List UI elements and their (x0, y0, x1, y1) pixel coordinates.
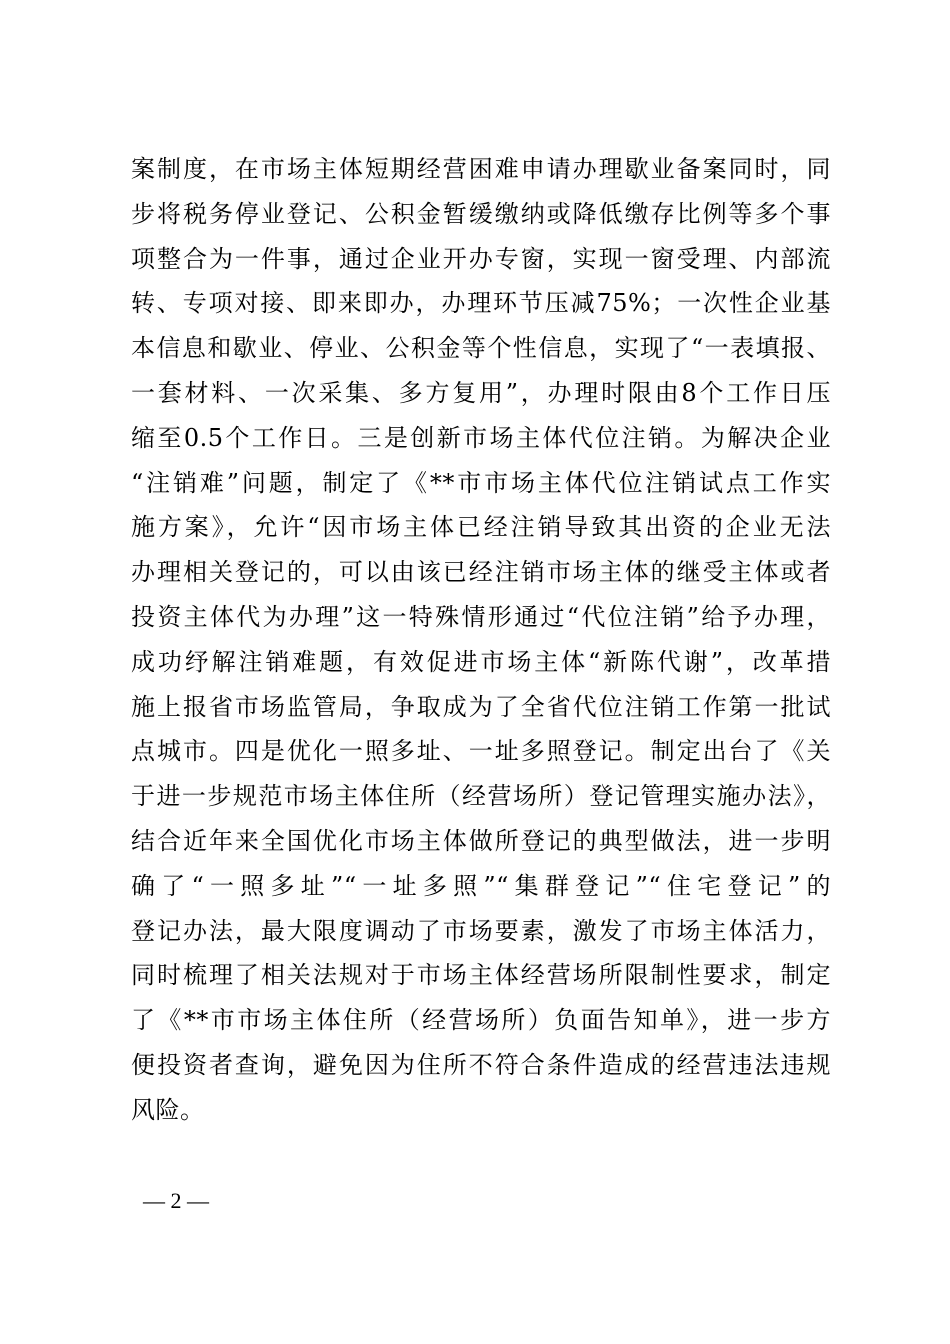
text-line: 办理相关登记的，可以由该已经注销市场主体的继受主体或者 (131, 558, 831, 587)
text-line: 结合近年来全国优化市场主体做所登记的典型做法，进一步明 (131, 826, 831, 855)
text-line: 同时梳理了相关法规对于市场主体经营场所限制性要求，制定 (131, 961, 831, 990)
text-line: 案制度，在市场主体短期经营困难申请办理歇业备案同时，同 (131, 155, 831, 183)
text-line: 风险。 (131, 1095, 205, 1124)
text-line: 便投资者查询，避免因为住所不符合条件造成的经营违法违规 (131, 1050, 831, 1079)
text-line: 步将税务停业登记、公积金暂缓缴纳或降低缴存比例等多个事 (131, 199, 831, 228)
text-line: 确了“一照多址”“一址多照”“集群登记”“住宅登记”的 (131, 871, 831, 900)
text-line: 施上报省市场监管局，争取成为了全省代位注销工作第一批试 (131, 692, 831, 721)
text-line: 成功纾解注销难题，有效促进市场主体“新陈代谢”，改革措 (131, 647, 831, 676)
text-line: 施方案》，允许“因市场主体已经注销导致其出资的企业无法 (131, 513, 831, 542)
text-line: 点城市。四是优化一照多址、一址多照登记。制定出台了《关 (131, 737, 831, 766)
body-paragraph (131, 147, 831, 1133)
text-line: “注销难”问题，制定了《**市市场主体代位注销试点工作实 (131, 468, 831, 497)
text-line: 投资主体代为办理”这一特殊情形通过“代位注销”给予办理， (131, 602, 831, 631)
text-line: 转、专项对接、即来即办，办理环节压减75%；一次性企业基 (131, 289, 831, 318)
text-line: 项整合为一件事，通过企业开办专窗，实现一窗受理、内部流 (131, 244, 831, 273)
text-line: 一套材料、一次采集、多方复用”，办理时限由8个工作日压 (131, 378, 831, 407)
text-line: 了《**市市场主体住所（经营场所）负面告知单》，进一步方 (131, 1006, 831, 1035)
text-line: 缩至0.5个工作日。三是创新市场主体代位注销。为解决企业 (131, 423, 831, 452)
page-number: — 2 — (143, 1188, 209, 1213)
text-line: 于进一步规范市场主体住所（经营场所）登记管理实施办法》， (131, 782, 831, 811)
text-line: 本信息和歇业、停业、公积金等个性信息，实现了“一表填报、 (131, 334, 831, 363)
text-line: 登记办法，最大限度调动了市场要素，激发了市场主体活力， (131, 916, 831, 945)
